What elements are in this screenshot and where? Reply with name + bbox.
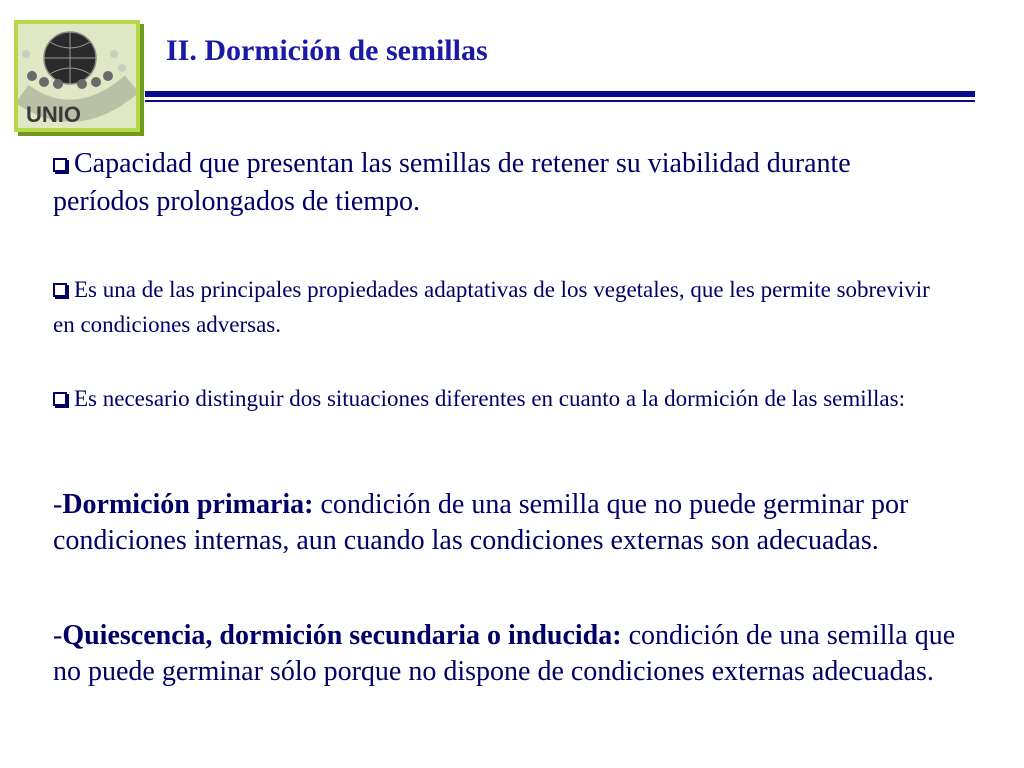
title-divider-thick xyxy=(145,91,975,97)
university-logo xyxy=(14,20,140,132)
definition-term: Quiescencia, dormición secundaria o inducida: xyxy=(62,620,622,651)
definition-term: Dormición primaria: xyxy=(62,489,314,520)
bullet-item: Es una de las principales propiedades adaptativas de los vegetales, que les permite sobrevivir en condiciones adversas. xyxy=(53,277,930,337)
bullet-item: Es necesario distinguir dos situaciones diferentes en cuanto a la dormición de las semillas: xyxy=(53,381,953,416)
checkbox-bullet-icon xyxy=(53,158,67,172)
definition-text: condición de una semilla que no puede germinar sólo porque no dispone de condiciones externas adecuadas. xyxy=(53,620,956,687)
definition-text: condición de una semilla que no puede germinar por condiciones internas, aun cuando las condiciones externas son adecuadas. xyxy=(53,489,909,556)
checkbox-bullet-icon xyxy=(53,283,67,297)
bullet-item: Capacidad que presentan las semillas de retener su viabilidad durante períodos prolongados de tiempo. xyxy=(53,148,851,217)
globe-logo-icon xyxy=(18,24,136,128)
dash: - xyxy=(53,620,63,651)
slide-title: II. Dormición de semillas xyxy=(166,34,488,67)
checkbox-bullet-icon xyxy=(53,392,67,406)
definition-primary xyxy=(53,487,973,559)
title-divider-thin xyxy=(145,100,975,102)
svg-text:UNIO: UNIO xyxy=(26,102,81,127)
definition-secondary xyxy=(53,618,983,690)
dash: - xyxy=(53,489,63,520)
